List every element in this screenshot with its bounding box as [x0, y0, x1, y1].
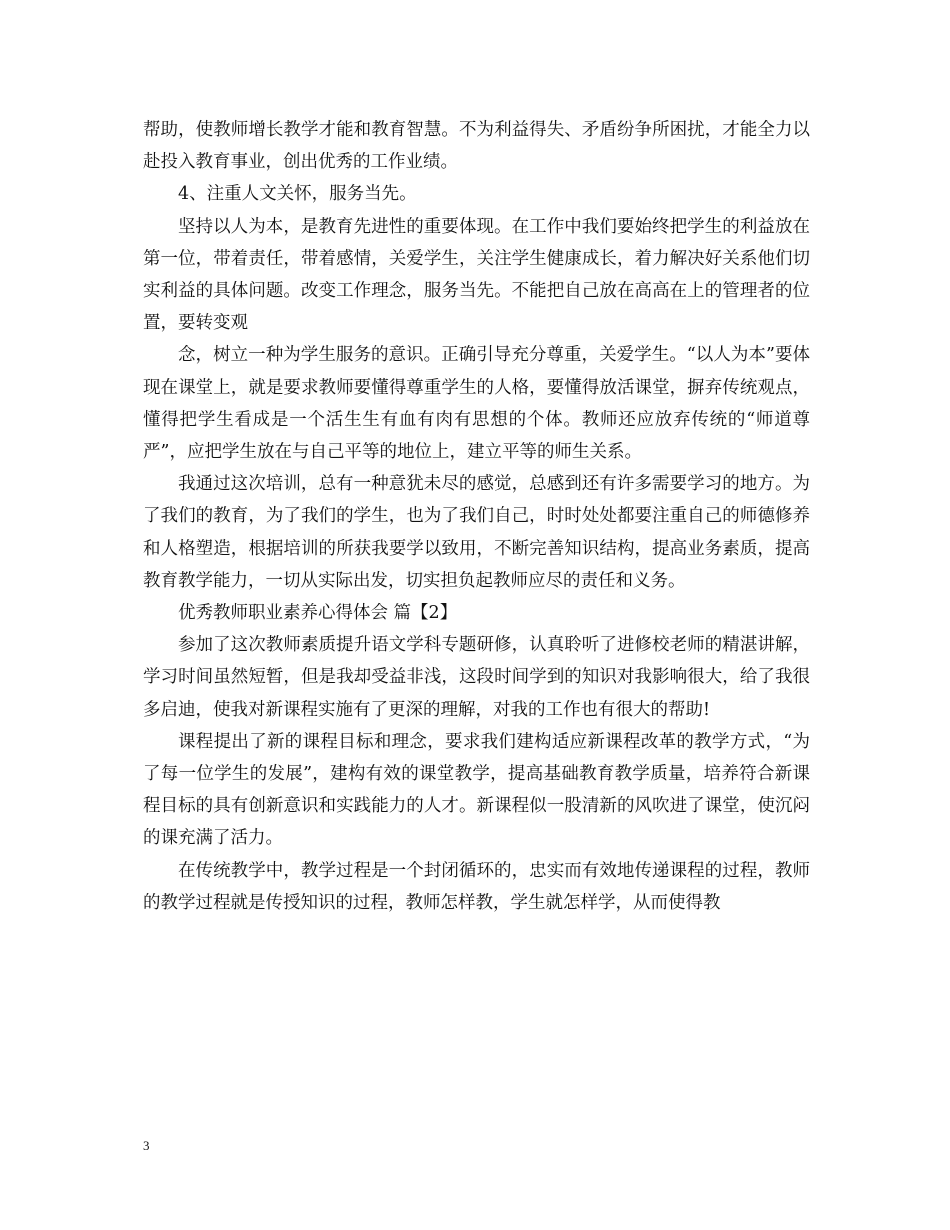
paragraph-heading-humanistic-care: 4、注重人文关怀，服务当先。 — [178, 184, 417, 205]
page-number: 3 — [143, 1138, 150, 1153]
paragraph-continuation: 帮助，使教师增长教学才能和教育智慧。不为利益得失、矛盾纷争所困扰，才能全力以赴投入教育事业，创出优秀的工作业绩。 — [143, 120, 810, 173]
paragraph-service-awareness: 念，树立一种为学生服务的意识。正确引导充分尊重，关爱学生。“以人为本”要体现在课堂上，就是要求教师要懂得尊重学生的人格，要懂得放活课堂，摒弃传统观点，懂得把学生看成是一个活生生有血有肉有思想的个体。教师还应放弃传统的“师道尊严”，应把学生放在与自己平等的地位上，建立平等的师生关系。 — [143, 345, 810, 463]
document-body — [143, 114, 810, 919]
paragraph-people-oriented: 坚持以人为本，是教育先进性的重要体现。在工作中我们要始终把学生的利益放在第一位，带着责任，带着感情，关爱学生，关注学生健康成长，着力解决好关系他们切实利益的具体问题。改变工作理念，服务当先。不能把自己放在高高在上的管理者的位置，要转变观 — [143, 216, 810, 334]
paragraph-traditional-teaching: 在传统教学中，教学过程是一个封闭循环的，忠实而有效地传递课程的过程，教师的教学过程就是传授知识的过程，教师怎样教，学生就怎样学，从而使得教 — [143, 860, 810, 913]
paragraph-training-reflection: 我通过这次培训，总有一种意犹未尽的感觉，总感到还有许多需要学习的地方。为了我们的教育，为了我们的学生，也为了我们自己，时时处处都要注重自己的师德修养和人格塑造，根据培训的所获我要学以致用，不断完善知识结构，提高业务素质，提高教育教学能力，一切从实际出发，切实担负起教师应尽的责任和义务。 — [143, 474, 810, 591]
section-title-part-2: 优秀教师职业素养心得体会 篇【2】 — [178, 603, 458, 624]
paragraph-new-curriculum: 课程提出了新的课程目标和理念，要求我们建构适应新课程改革的教学方式，“为了每一位学生的发展”，建构有效的课堂教学，提高基础教育教学质量，培养符合新课程目标的具有创新意识和实践能力的人才。新课程似一股清新的风吹进了课堂，使沉闷的课充满了活力。 — [143, 731, 810, 849]
paragraph-study-experience: 参加了这次教师素质提升语文学科专题研修，认真聆听了进修校老师的精湛讲解，学习时间虽然短暂，但是我却受益非浅，这段时间学到的知识对我影响很大，给了我很多启迪，使我对新课程实施有了更深的理解，对我的工作也有很大的帮助! — [143, 635, 810, 720]
